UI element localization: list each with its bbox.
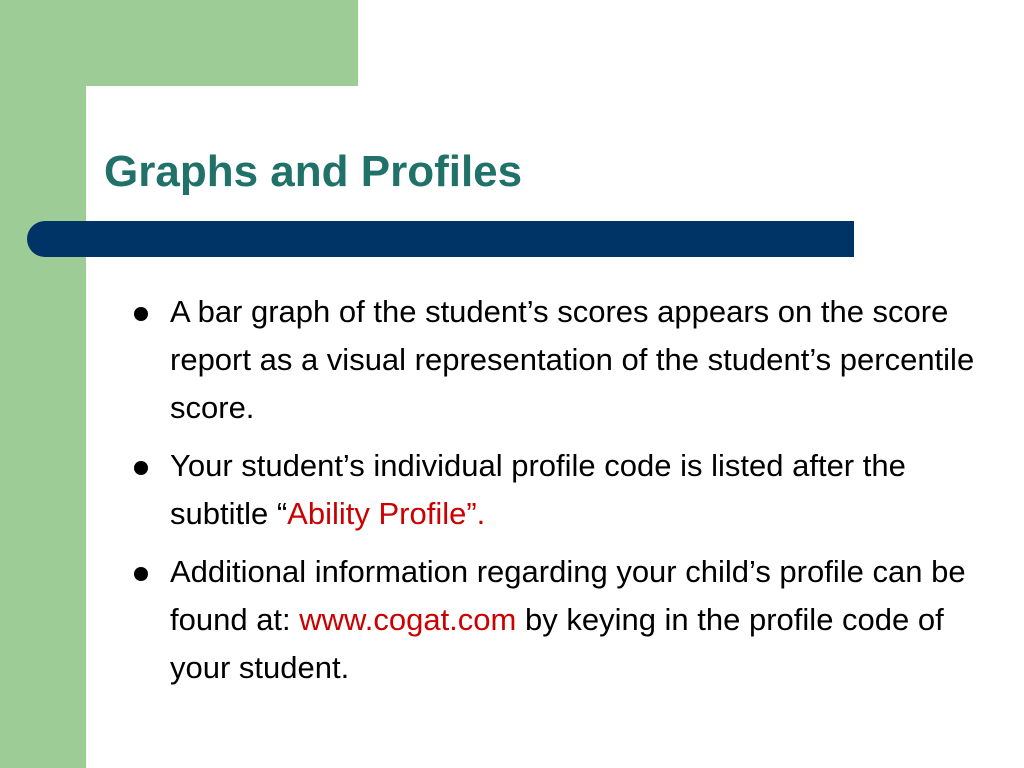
bullet-text: A bar graph of the student’s scores appears on the score report as a visual representation of the student’s percentile score. <box>170 294 975 425</box>
bullet-dot-icon <box>134 461 148 475</box>
bullet-dot-icon <box>134 307 148 321</box>
bullet-item-bar-graph <box>132 288 992 432</box>
title-underline-bar <box>27 221 854 257</box>
bullet-text-continued: by keying in the profile code of your student. <box>170 602 944 685</box>
bullet-text: Additional information regarding your child’s profile can be found at: <box>170 554 966 637</box>
bullet-item-additional-info <box>132 548 992 692</box>
slide-title: Graphs and Profiles <box>104 147 523 196</box>
bullet-dot-icon <box>134 567 148 581</box>
bullet-text: Your student’s individual profile code is listed after the subtitle “ <box>170 448 906 531</box>
top-accent-block <box>0 0 358 86</box>
ability-profile-highlight: Ability Profile”. <box>287 496 486 531</box>
left-accent-strip <box>0 0 86 768</box>
cogat-link[interactable]: www.cogat.com <box>299 602 517 637</box>
bullet-list <box>132 288 992 702</box>
rounded-content-corner <box>86 86 146 146</box>
bullet-item-profile-code <box>132 442 992 538</box>
